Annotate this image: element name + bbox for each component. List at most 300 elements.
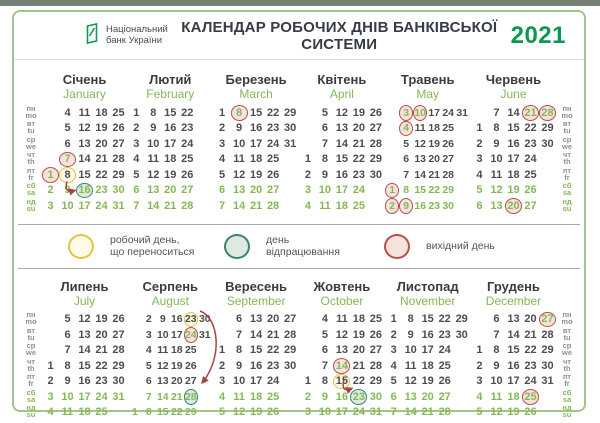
day-cell: 10 bbox=[156, 328, 169, 341]
day-cell: 21 bbox=[428, 168, 441, 181]
day-cell: 9 bbox=[493, 137, 500, 150]
day-cell: 28 bbox=[541, 328, 554, 341]
day-cell: 22 bbox=[352, 375, 366, 388]
day-cell: 11 bbox=[490, 390, 503, 403]
day-cell: 25 bbox=[438, 359, 451, 372]
month-week-row bbox=[385, 405, 470, 421]
day-cell: 1 bbox=[304, 153, 311, 166]
month-week-row bbox=[385, 312, 470, 328]
weekday-label-tu: вт tu bbox=[562, 119, 572, 136]
day-cell: 24 bbox=[184, 328, 197, 341]
day-cell: 10 bbox=[147, 137, 160, 150]
day-cell: 3 bbox=[476, 153, 483, 166]
day-cell: 26 bbox=[112, 313, 125, 326]
day-cell: 30 bbox=[283, 122, 297, 135]
day-cell: 9 bbox=[399, 198, 413, 214]
day-cell: 10 bbox=[490, 153, 503, 166]
day-cell: 6 bbox=[321, 344, 328, 357]
month-week-row bbox=[299, 183, 384, 199]
day-cell bbox=[198, 358, 212, 374]
day-cell: 2 bbox=[476, 359, 483, 372]
day-cell: 27 bbox=[181, 184, 194, 197]
day-cell: 6 bbox=[64, 328, 71, 341]
month-week-row bbox=[214, 343, 299, 359]
month-week-row bbox=[128, 136, 213, 152]
month-week-row bbox=[385, 183, 470, 199]
weekday-labels-right-2 bbox=[556, 312, 578, 421]
day-cell bbox=[539, 183, 556, 199]
day-cell: 27 bbox=[112, 137, 125, 150]
day-cell: 20 bbox=[95, 137, 108, 150]
day-cell: 7 bbox=[133, 199, 140, 212]
day-cell: 8 bbox=[145, 406, 152, 419]
day-cell bbox=[282, 152, 299, 168]
month-week-row bbox=[385, 358, 470, 374]
day-cell: 5 bbox=[64, 313, 71, 326]
day-cell: 10 bbox=[318, 184, 332, 197]
day-cell: 5 bbox=[476, 406, 483, 419]
day-cell: 3 bbox=[304, 184, 311, 197]
day-cell bbox=[299, 358, 316, 374]
day-cell: 19 bbox=[95, 122, 108, 135]
month-week-row bbox=[214, 405, 299, 421]
month-name-uk: Лютий bbox=[149, 72, 192, 87]
month-week-row bbox=[42, 358, 127, 374]
month-week-row bbox=[128, 152, 213, 168]
day-cell: 17 bbox=[249, 137, 263, 150]
day-cell: 12 bbox=[335, 106, 349, 119]
month-week-row bbox=[128, 167, 213, 183]
month-week-row bbox=[42, 198, 127, 214]
day-cell: 10 bbox=[232, 375, 246, 388]
day-cell: 5 bbox=[321, 328, 328, 341]
month-week-row bbox=[299, 327, 384, 343]
month-week-row bbox=[214, 389, 299, 405]
month-week-row bbox=[42, 121, 127, 137]
day-cell: 9 bbox=[321, 168, 328, 181]
day-cell bbox=[198, 343, 212, 359]
day-cell: 12 bbox=[78, 122, 91, 135]
day-cell: 14 bbox=[507, 328, 520, 341]
day-cell: 16 bbox=[507, 359, 520, 372]
photo-edge-strip bbox=[0, 0, 600, 6]
day-cell: 4 bbox=[219, 390, 226, 403]
day-cell: 4 bbox=[476, 168, 483, 181]
day-cell: 9 bbox=[64, 375, 71, 388]
day-cell: 14 bbox=[404, 406, 417, 419]
month-week-row bbox=[128, 105, 213, 121]
day-cell: 18 bbox=[507, 168, 520, 181]
day-cell: 14 bbox=[335, 137, 349, 150]
day-cell: 12 bbox=[335, 328, 349, 341]
day-cell bbox=[471, 312, 488, 328]
day-cell: 28 bbox=[184, 390, 197, 403]
day-cell: 21 bbox=[170, 390, 183, 403]
day-cell: 12 bbox=[490, 184, 503, 197]
day-cell: 30 bbox=[541, 137, 554, 150]
month-week-row bbox=[471, 405, 556, 421]
day-cell: 18 bbox=[170, 344, 183, 357]
month-name-en: November bbox=[400, 293, 456, 308]
day-cell: 2 bbox=[219, 359, 226, 372]
day-cell bbox=[453, 389, 470, 405]
month-week-row bbox=[128, 312, 213, 328]
month-week-row bbox=[128, 405, 213, 421]
month-week-row bbox=[42, 105, 127, 121]
month-week-row bbox=[299, 167, 384, 183]
day-cell: 15 bbox=[164, 106, 177, 119]
month-name-en: September bbox=[226, 293, 286, 308]
day-cell: 20 bbox=[170, 375, 183, 388]
day-cell: 7 bbox=[236, 328, 243, 341]
day-cell bbox=[385, 152, 399, 168]
day-cell: 24 bbox=[524, 153, 537, 166]
day-cell: 22 bbox=[524, 122, 537, 135]
day-cell bbox=[198, 405, 212, 421]
day-cell: 27 bbox=[184, 375, 197, 388]
day-cell: 19 bbox=[164, 168, 177, 181]
day-cell: 25 bbox=[95, 406, 108, 419]
day-cell bbox=[42, 152, 59, 168]
day-cell: 20 bbox=[164, 184, 177, 197]
day-cell: 11 bbox=[490, 168, 503, 181]
month-week-row bbox=[128, 358, 213, 374]
month-week-row bbox=[42, 343, 127, 359]
day-cell: 24 bbox=[438, 344, 451, 357]
day-cell: 11 bbox=[414, 122, 426, 135]
day-cell: 16 bbox=[249, 359, 263, 372]
day-cell: 29 bbox=[541, 122, 554, 135]
month-name-uk: Серпень bbox=[142, 278, 199, 294]
day-cell: 17 bbox=[335, 184, 349, 197]
nbu-logo-block bbox=[84, 23, 168, 49]
month-september bbox=[214, 279, 299, 421]
day-cell bbox=[128, 358, 142, 374]
day-cell bbox=[539, 152, 556, 168]
day-cell: 4 bbox=[64, 106, 71, 119]
day-cell: 25 bbox=[184, 344, 197, 357]
day-cell: 23 bbox=[428, 199, 441, 212]
months-row-2 bbox=[14, 279, 584, 421]
day-cell: 15 bbox=[414, 184, 427, 197]
month-name-en: February bbox=[146, 87, 195, 101]
day-cell: 9 bbox=[150, 122, 157, 135]
day-cell: 14 bbox=[156, 390, 169, 403]
month-december bbox=[471, 279, 556, 421]
year-label: 2021 bbox=[510, 21, 566, 49]
day-cell bbox=[385, 105, 399, 121]
day-cell bbox=[367, 183, 384, 199]
month-week-row bbox=[42, 136, 127, 152]
month-week-row bbox=[214, 198, 299, 214]
day-cell: 7 bbox=[321, 359, 328, 372]
day-cell: 16 bbox=[421, 328, 434, 341]
day-cell: 27 bbox=[283, 313, 297, 326]
day-cell: 4 bbox=[390, 359, 397, 372]
day-cell: 21 bbox=[421, 406, 434, 419]
weekday-label-fr: пт fr bbox=[26, 372, 36, 389]
month-name-en: March bbox=[239, 87, 273, 101]
day-cell: 20 bbox=[352, 344, 366, 357]
day-cell bbox=[198, 389, 212, 405]
day-cell: 3 bbox=[47, 199, 54, 212]
day-cell: 12 bbox=[490, 406, 503, 419]
month-january bbox=[42, 72, 127, 214]
day-cell: 16 bbox=[335, 168, 349, 181]
day-cell: 23 bbox=[266, 359, 280, 372]
day-cell: 5 bbox=[219, 168, 226, 181]
day-cell bbox=[282, 183, 299, 199]
day-cell: 9 bbox=[236, 122, 243, 135]
day-cell: 21 bbox=[95, 153, 108, 166]
day-cell: 17 bbox=[507, 375, 520, 388]
month-june bbox=[471, 72, 556, 214]
month-week-row bbox=[42, 312, 127, 328]
day-cell: 6 bbox=[476, 199, 483, 212]
day-cell bbox=[128, 389, 142, 405]
day-cell: 11 bbox=[336, 313, 348, 326]
day-cell: 1 bbox=[47, 359, 54, 372]
month-week-row bbox=[385, 121, 470, 137]
day-cell bbox=[453, 358, 470, 374]
day-cell: 18 bbox=[78, 406, 91, 419]
day-cell: 2 bbox=[476, 137, 483, 150]
month-week-row bbox=[128, 327, 213, 343]
day-cell: 28 bbox=[112, 344, 125, 357]
day-cell: 28 bbox=[266, 199, 280, 212]
day-cell: 27 bbox=[266, 184, 280, 197]
day-cell bbox=[42, 343, 59, 359]
month-week-row bbox=[385, 389, 470, 405]
day-cell: 8 bbox=[59, 167, 76, 183]
month-name-en: June bbox=[500, 87, 527, 101]
month-week-row bbox=[214, 358, 299, 374]
day-cell: 11 bbox=[61, 406, 74, 419]
month-august bbox=[128, 279, 213, 421]
day-cell: 3 bbox=[47, 390, 54, 403]
month-week-row bbox=[299, 343, 384, 359]
day-cell: 5 bbox=[476, 184, 483, 197]
day-cell: 23 bbox=[184, 313, 197, 326]
day-cell: 12 bbox=[147, 168, 160, 181]
month-week-row bbox=[471, 136, 556, 152]
day-cell: 19 bbox=[170, 359, 183, 372]
month-week-row bbox=[471, 312, 556, 328]
day-cell bbox=[385, 167, 399, 183]
day-cell: 28 bbox=[539, 105, 556, 121]
day-cell: 6 bbox=[493, 313, 500, 326]
day-cell: 24 bbox=[266, 375, 280, 388]
bank-name: Національний банк України bbox=[106, 24, 168, 46]
day-cell: 28 bbox=[283, 328, 297, 341]
day-cell: 24 bbox=[352, 184, 366, 197]
day-cell: 25 bbox=[266, 153, 280, 166]
day-cell: 22 bbox=[266, 106, 280, 119]
day-cell: 26 bbox=[266, 168, 280, 181]
day-cell bbox=[196, 136, 213, 152]
day-cell: 22 bbox=[352, 153, 366, 166]
month-july bbox=[42, 279, 127, 421]
day-cell: 23 bbox=[524, 359, 537, 372]
day-cell: 7 bbox=[390, 406, 397, 419]
day-cell: 25 bbox=[181, 153, 194, 166]
weekday-label-sa: сб sa bbox=[562, 387, 572, 404]
weekday-label-mo: пн mo bbox=[25, 310, 37, 327]
month-name-en: October bbox=[320, 293, 364, 308]
day-cell: 26 bbox=[369, 328, 383, 341]
day-cell: 16 bbox=[249, 122, 263, 135]
day-cell: 15 bbox=[78, 359, 91, 372]
day-cell: 31 bbox=[456, 106, 469, 119]
day-cell: 20 bbox=[95, 328, 108, 341]
day-cell bbox=[455, 183, 469, 199]
day-cell: 7 bbox=[219, 199, 226, 212]
day-cell: 15 bbox=[333, 374, 350, 390]
day-cell: 25 bbox=[522, 389, 539, 405]
month-week-row bbox=[128, 183, 213, 199]
day-cell bbox=[42, 327, 59, 343]
day-cell: 21 bbox=[95, 344, 108, 357]
month-week-row bbox=[385, 167, 470, 183]
day-cell: 5 bbox=[321, 106, 328, 119]
day-cell: 3 bbox=[390, 344, 397, 357]
month-week-row bbox=[471, 105, 556, 121]
month-march bbox=[214, 72, 299, 214]
day-cell: 11 bbox=[233, 153, 245, 166]
day-cell: 10 bbox=[318, 406, 332, 419]
month-week-row bbox=[214, 105, 299, 121]
day-cell: 3 bbox=[133, 137, 140, 150]
day-cell: 4 bbox=[476, 390, 483, 403]
day-cell bbox=[385, 136, 399, 152]
day-cell: 9 bbox=[407, 328, 414, 341]
month-week-row bbox=[214, 374, 299, 390]
month-may bbox=[385, 72, 470, 214]
day-cell: 6 bbox=[403, 153, 410, 166]
day-cell: 28 bbox=[181, 199, 194, 212]
day-cell: 24 bbox=[181, 137, 194, 150]
day-cell: 21 bbox=[249, 199, 263, 212]
legend bbox=[18, 224, 580, 269]
day-cell: 6 bbox=[236, 313, 243, 326]
day-cell: 19 bbox=[428, 137, 441, 150]
day-cell: 23 bbox=[350, 389, 367, 405]
day-cell: 21 bbox=[524, 328, 537, 341]
day-cell: 17 bbox=[249, 375, 263, 388]
day-cell: 4 bbox=[219, 153, 226, 166]
day-cell bbox=[196, 121, 213, 137]
day-cell: 6 bbox=[64, 137, 71, 150]
day-cell bbox=[455, 167, 469, 183]
day-cell: 17 bbox=[78, 390, 91, 403]
day-cell: 23 bbox=[524, 137, 537, 150]
month-name-uk: Липень bbox=[60, 278, 109, 294]
day-cell: 1 bbox=[476, 344, 483, 357]
day-cell: 29 bbox=[112, 359, 125, 372]
month-name-uk: Жовтень bbox=[313, 278, 371, 294]
day-cell bbox=[42, 121, 59, 137]
day-cell: 4 bbox=[47, 406, 54, 419]
day-cell: 21 bbox=[352, 137, 366, 150]
day-cell: 8 bbox=[236, 344, 243, 357]
month-week-row bbox=[471, 327, 556, 343]
day-cell: 18 bbox=[249, 390, 263, 403]
day-cell bbox=[196, 105, 213, 121]
day-cell: 19 bbox=[507, 184, 520, 197]
day-cell: 15 bbox=[78, 168, 91, 181]
day-cell: 19 bbox=[352, 328, 366, 341]
day-cell: 25 bbox=[369, 313, 383, 326]
day-cell: 7 bbox=[403, 168, 410, 181]
month-february bbox=[128, 72, 213, 214]
day-cell: 13 bbox=[147, 184, 160, 197]
month-name-en: July bbox=[73, 293, 96, 308]
day-cell: 29 bbox=[455, 313, 468, 326]
weekday-label-we: ср we bbox=[561, 134, 572, 151]
day-cell: 10 bbox=[414, 106, 427, 119]
day-cell: 25 bbox=[524, 168, 537, 181]
day-cell: 22 bbox=[95, 168, 108, 181]
month-week-row bbox=[42, 374, 127, 390]
day-cell: 7 bbox=[493, 106, 500, 119]
day-cell: 22 bbox=[95, 359, 108, 372]
day-cell: 13 bbox=[335, 122, 349, 135]
day-cell: 3 bbox=[219, 137, 226, 150]
calendar-card bbox=[12, 10, 586, 420]
month-november bbox=[385, 279, 470, 421]
weekday-label-we: ср we bbox=[561, 341, 572, 358]
day-cell: 8 bbox=[321, 153, 328, 166]
day-cell: 22 bbox=[181, 106, 194, 119]
month-week-row bbox=[42, 327, 127, 343]
day-cell: 19 bbox=[249, 406, 263, 419]
day-cell: 10 bbox=[61, 199, 74, 212]
day-cell: 11 bbox=[157, 344, 169, 357]
day-cell: 14 bbox=[78, 344, 91, 357]
day-cell: 23 bbox=[95, 375, 108, 388]
day-cell: 15 bbox=[249, 344, 263, 357]
weekday-label-su: нд su bbox=[562, 403, 572, 420]
month-name-uk: Грудень bbox=[487, 278, 540, 294]
day-cell: 10 bbox=[490, 375, 503, 388]
day-cell: 25 bbox=[266, 390, 280, 403]
day-cell bbox=[282, 374, 299, 390]
day-cell: 31 bbox=[198, 328, 211, 341]
day-cell: 11 bbox=[233, 390, 245, 403]
day-cell: 24 bbox=[524, 375, 537, 388]
month-week-row bbox=[214, 327, 299, 343]
day-cell: 19 bbox=[95, 313, 108, 326]
weekday-label-th: чт th bbox=[26, 150, 36, 167]
day-cell: 7 bbox=[64, 344, 71, 357]
day-cell: 17 bbox=[421, 344, 434, 357]
day-cell: 18 bbox=[164, 153, 177, 166]
month-week-row bbox=[214, 183, 299, 199]
weekday-labels-left-2 bbox=[20, 312, 42, 421]
day-cell bbox=[539, 198, 556, 214]
weekday-label-tu: вт tu bbox=[562, 325, 572, 342]
day-cell: 29 bbox=[442, 184, 455, 197]
day-cell bbox=[42, 136, 59, 152]
day-cell: 26 bbox=[184, 359, 197, 372]
day-cell: 15 bbox=[507, 344, 520, 357]
day-cell: 26 bbox=[266, 406, 280, 419]
month-name-uk: Квітень bbox=[317, 72, 367, 87]
day-cell: 22 bbox=[524, 344, 537, 357]
month-name-uk: Червень bbox=[485, 72, 542, 87]
day-cell: 8 bbox=[64, 359, 71, 372]
workoff-day-circle-icon bbox=[224, 234, 250, 259]
